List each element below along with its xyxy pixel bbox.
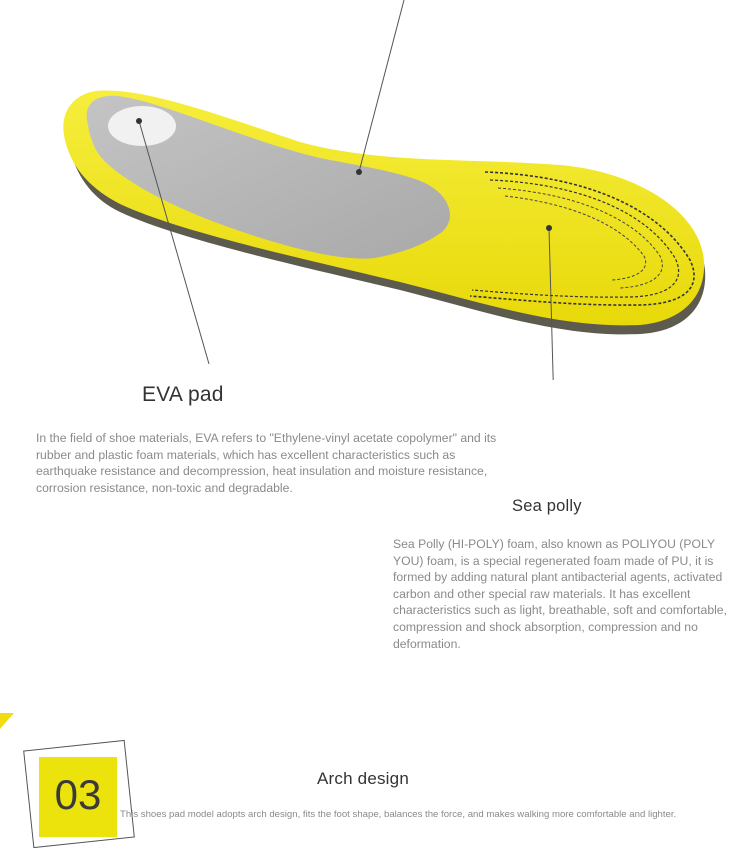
arch-design-description: This shoes pad model adopts arch design, fits the foot shape, balances the force, and makes walking more comfortable and lighter. bbox=[120, 809, 677, 820]
eva-pad-title: EVA pad bbox=[142, 383, 224, 406]
corner-accent-triangle bbox=[0, 713, 14, 729]
arch-design-title: Arch design bbox=[317, 769, 409, 788]
sea-polly-description: Sea Polly (HI-POLY) foam, also known as POLIYOU (POLY YOU) foam, is a special regenerated foam made of PU, it is formed by adding natural plant antibacterial agents, activated carbon and other special raw materials. It has excellent characteristics such as light, breathable, soft and comfortable, compression and shock absorption, compression and no deformation. bbox=[393, 537, 727, 651]
eva-pad-description: In the field of shoe materials, EVA refers to "Ethylene-vinyl acetate copolymer" and its rubber and plastic foam materials, which has excellent characteristics such as earthquake resistance and decompression, heat insulation and moisture resistance, corrosion resistance, non-toxic and degradable. bbox=[36, 431, 497, 495]
sea-polly-title: Sea polly bbox=[512, 497, 582, 515]
insole-illustration bbox=[0, 0, 750, 380]
section-number: 03 bbox=[54, 771, 102, 818]
callout-dot-eva bbox=[136, 118, 142, 124]
heel-cushion bbox=[108, 106, 176, 146]
callout-dot-sea bbox=[546, 225, 552, 231]
callout-dot-top bbox=[356, 169, 362, 175]
callout-line-top bbox=[359, 0, 404, 172]
